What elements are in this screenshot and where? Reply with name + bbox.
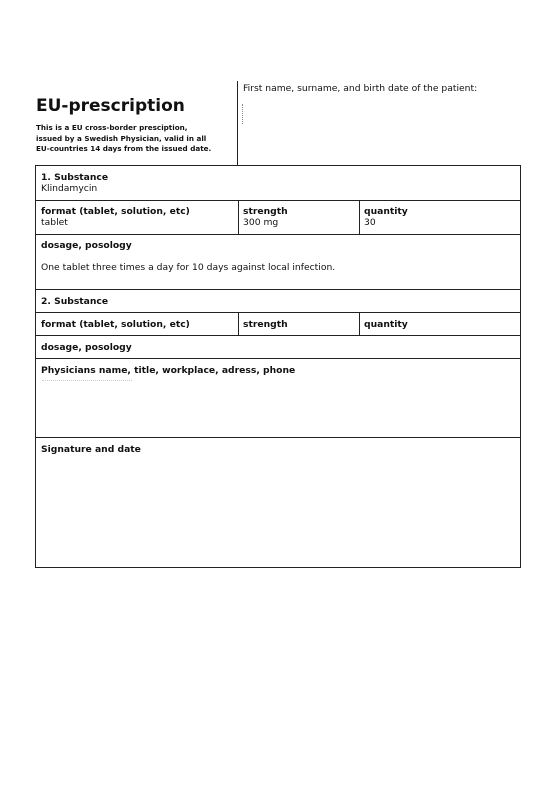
substance-1-quantity-value[interactable]: 30 [364,217,376,228]
faint-text-remnant [42,380,132,383]
column-divider [359,201,360,234]
substance-2-heading: 2. Substance [41,296,109,307]
substance-1-strength-label: strength [243,206,288,217]
document-title: EU-prescription [36,96,185,116]
signature-box[interactable] [35,437,521,568]
substance-1-dosage-row [35,234,521,290]
substance-1-format-value[interactable]: tablet [41,217,68,228]
subtitle-line: EU-countries 14 days from the issued date. [36,144,212,153]
substance-1-heading: 1. Substance [41,172,109,183]
substance-2-dosage-row[interactable] [35,335,521,359]
document-subtitle [36,123,236,155]
patient-field-label: First name, surname, and birth date of the patient: [243,83,478,94]
substance-2-details-row [35,312,521,336]
subtitle-line: issued by a Swedish Physician, valid in all [36,133,207,143]
substance-2-strength-label: strength [243,319,288,330]
physician-label: Physicians name, title, workplace, adress, phone [41,365,296,376]
substance-2-dosage-label: dosage, posology [41,342,132,353]
substance-1-quantity-label: quantity [364,206,408,217]
substance-2-format-label: format (tablet, solution, etc) [41,319,190,330]
substance-1-dosage-label: dosage, posology [41,240,132,251]
signature-label: Signature and date [41,444,141,455]
physician-box[interactable] [35,358,521,438]
substance-1-details-row [35,200,521,235]
substance-1-format-label: format (tablet, solution, etc) [41,206,190,217]
subtitle-line: This is a EU cross-border presciption, [36,123,188,132]
column-divider [238,313,239,335]
header-divider [237,81,238,165]
substance-2-quantity-label: quantity [364,319,408,330]
column-divider [359,313,360,335]
substance-1-row[interactable] [35,165,521,201]
column-divider [238,201,239,234]
substance-2-row[interactable] [35,289,521,313]
substance-1-name: Klindamycin [41,183,98,194]
substance-1-dosage-value[interactable]: One tablet three times a day for 10 days against local infection. [41,262,336,273]
patient-field-input[interactable] [242,104,244,124]
substance-1-strength-value[interactable]: 300 mg [243,217,279,228]
